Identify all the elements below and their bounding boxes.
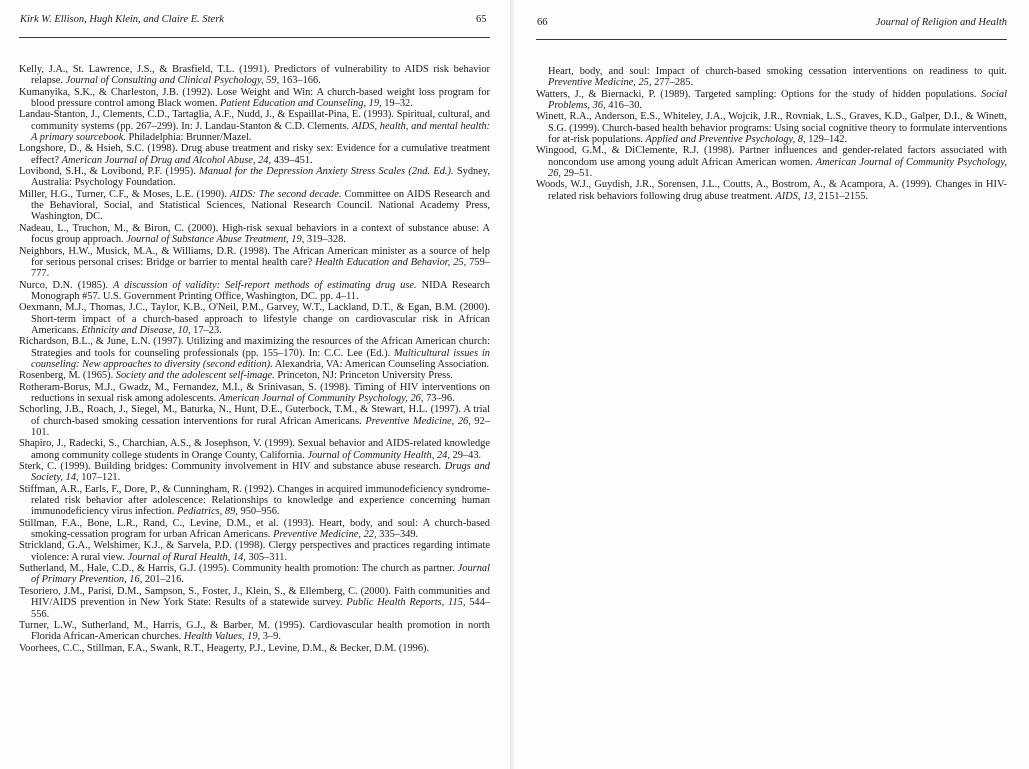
reference-journal: Pediatrics, 89,: [177, 506, 238, 518]
reference-entry: [19, 461, 490, 484]
reference-entry: [536, 111, 1007, 145]
reference-journal: American Journal of Community Psychology, 26,: [218, 392, 424, 404]
reference-pages: Alexandria, VA: American Counseling Association.: [272, 358, 490, 370]
reference-pages: 163–166.: [279, 75, 321, 87]
reference-entry: [19, 563, 490, 586]
reference-text: Turner, L.W., Sutherland, M., Harris, G.J., & Barber, M. (1995). Cardiovascular health promotion in north Florida African-American churches.: [19, 619, 490, 643]
reference-text: Sutherland, M., Hale, C.D., & Harris, G.J. (1995). Community health promotion: The church as partner.: [19, 563, 458, 575]
reference-text: Rotheram-Borus, M.J., Gwadz, M., Fernandez, M.I., & Srinivasan, S. (1998). Timing of HIV interventions on reductions in sexual risk among adolescents.: [19, 381, 490, 404]
reference-journal: Public Health Reports, 115,: [346, 597, 466, 609]
reference-text: Woods, W.J., Guydish, J.R., Sorensen, J.L., Coutts, A., Bostrom, A., & Acampora, A. (1999). Changes in HIV-related risk behaviors following drug abuse treatment.: [536, 179, 1007, 202]
reference-journal: AIDS, health, and mental health: A primary sourcebook.: [31, 120, 490, 144]
reference-journal: Patient Education and Counseling, 19,: [220, 98, 382, 110]
reference-text: Sterk, C. (1999). Building bridges: Community involvement in HIV and substance abuse research.: [19, 461, 445, 473]
reference-text: Winett, R.A., Anderson, E.S., Whiteley, J.A., Wojcik, J.R., Rovniak, L.S., Graves, K.D., Galper, D.I., & Winett, S.G. (1999). Church-based health behavior programs: Using social cognitive theory to formulate interventions for at-risk populations.: [536, 111, 1007, 146]
reference-text: Lovibond, S.H., & Lovibond, P.F. (1995).: [19, 166, 200, 178]
reference-entry: [19, 64, 490, 87]
reference-text: Kelly, J.A., St. Lawrence, J.S., & Brasfield, T.L. (1991). Predictors of vulnerability to AIDS risk behavior relapse.: [19, 64, 490, 87]
reference-journal: Preventive Medicine, 22,: [273, 529, 377, 541]
reference-text: Heart, body, and soul: Impact of church-based smoking cessation interventions on readiness to quit.: [548, 66, 1007, 77]
reference-pages: 439–451.: [271, 154, 313, 166]
reference-pages: 29–51.: [561, 168, 593, 180]
reference-pages: Sydney, Australia: Psychology Foundation.: [31, 166, 490, 189]
reference-entry: [19, 166, 490, 189]
reference-journal: Manual for the Depression Anxiety Stress Scales (2nd. Ed.).: [199, 166, 454, 178]
reference-journal: American Journal of Community Psychology, 26,: [548, 156, 1007, 180]
reference-journal: Health Values, 19,: [183, 631, 261, 643]
reference-journal: Ethnicity and Disease, 10,: [81, 324, 191, 336]
reference-text: Nadeau, L., Truchon, M., & Biron, C. (2000). High-risk sexual behaviors in a context of substance abuse: A focus group approach.: [19, 222, 490, 246]
reference-entry: [19, 586, 490, 620]
reference-pages: 277–285.: [651, 77, 694, 89]
right-page: [514, 0, 1029, 769]
reference-pages: 544–556.: [31, 597, 490, 620]
running-head-journal: Journal of Religion and Health: [875, 17, 1007, 28]
reference-entry: [19, 109, 490, 143]
running-head-authors: Kirk W. Ellison, Hugh Klein, and Claire E. Sterk: [20, 14, 224, 25]
reference-entry: [536, 179, 1007, 202]
reference-text: Longshore, D., & Hsieh, S.C. (1998). Drug abuse treatment and risky sex: Evidence for a cumulative treatment effect?: [19, 143, 490, 166]
reference-journal: Journal of Consulting and Clinical Psychology, 59,: [65, 75, 280, 87]
reference-text: Watters, J., & Biernacki, P. (1989). Targeted sampling: Options for the study of hidden populations.: [536, 88, 982, 100]
reference-list-right: [536, 66, 1007, 202]
reference-text: Neighbors, H.W., Musick, M.A., & Williams, D.R. (1998). The African American minister as a source of help for serious personal crises: Bridge or barrier to mental health care?: [19, 245, 490, 268]
reference-entry: [19, 620, 490, 643]
reference-continuation: [536, 66, 1007, 89]
reference-entry: [19, 302, 490, 336]
reference-journal: Preventive Medicine, 26,: [365, 415, 471, 427]
reference-pages: 759–777.: [31, 256, 490, 280]
reference-text: Miller, H.G., Turner, C.F., & Moses, L.E. (1990).: [19, 188, 230, 200]
reference-entry: [19, 143, 490, 166]
reference-pages: 3–9.: [260, 631, 281, 643]
reference-entry: [19, 246, 490, 280]
reference-entry: [19, 336, 490, 370]
reference-journal: AIDS: The second decade.: [229, 188, 342, 200]
reference-pages: 416–30.: [605, 100, 643, 112]
page-number-right: 66: [537, 17, 548, 28]
reference-entry: [19, 280, 490, 303]
reference-text: Rosenberg, M. (1965).: [19, 370, 116, 382]
reference-text: Stiffman, A.R., Earls, F., Dore, P., & Cunningham, R. (1992). Changes in acquired immunodeficiency syndrome-related risk behavior after adolescence: Relationships to knowledge and experience concerning human immunodeficiency virus infection.: [19, 483, 490, 518]
reference-text: Tesoriero, J.M., Parisi, D.M., Sampson, S., Foster, J., Klein, S., & Ellemberg, C. (2000). Faith communities and HIV/AIDS prevention in New York State: Results of a statewide survey.: [19, 585, 490, 609]
reference-journal: Society and the adolescent self-image.: [115, 370, 275, 382]
reference-text: Schorling, J.B., Roach, J., Siegel, M., Baturka, N., Hunt, D.E., Guterbock, T.M., & Stewart, H.L. (1997). A trial of church-based smoking cessation interventions for rural African Americans.: [19, 404, 490, 427]
reference-entry: [19, 382, 490, 405]
reference-entry: [19, 438, 490, 461]
reference-pages: NIDA Research Monograph #57. U.S. Government Printing Office, Washington, DC. pp. 4–11.: [31, 279, 491, 302]
reference-list-left: [19, 64, 490, 654]
reference-entry: [536, 145, 1007, 179]
reference-journal: Preventive Medicine, 25,: [548, 77, 652, 89]
reference-entry: [19, 189, 490, 223]
reference-pages: 335–349.: [376, 529, 419, 541]
reference-pages: 107–121.: [78, 472, 121, 484]
reference-text: Wingood, G.M., & DiClemente, R.J. (1998). Partner influences and gender-related factors associated with noncondom use among young adult African American women.: [536, 145, 1007, 168]
reference-pages: 201–216.: [142, 574, 184, 586]
reference-journal: Journal of Primary Prevention, 16,: [31, 563, 490, 586]
reference-pages: 73–96.: [423, 392, 455, 404]
reference-entry: [536, 89, 1007, 112]
reference-text: Shapiro, J., Radecki, S., Charchian, A.S., & Josephson, V. (1999). Sexual behavior and AIDS-related knowledge among community college students in Orange County, California.: [19, 438, 490, 461]
reference-journal: AIDS, 13,: [775, 190, 817, 202]
reference-entry: [19, 404, 490, 438]
reference-entry: [19, 484, 490, 518]
reference-entry: [19, 540, 490, 563]
reference-text: Stillman, F.A., Bone, L.R., Rand, C., Levine, D.M., et al. (1993). Heart, body, and soul: A church-based smoking-cessation program for urban African Americans.: [19, 517, 490, 541]
reference-text: Richardson, B.L., & June, L.N. (1997). Utilizing and maximizing the resources of the African American church: Strategies and tools for counseling professionals (pp. 155–170). In: C.C. Lee (Ed.).: [19, 336, 490, 359]
reference-journal: American Journal of Drug and Alcohol Abuse, 24,: [61, 154, 272, 166]
reference-pages: 950–956.: [237, 506, 280, 518]
reference-entry: [19, 518, 490, 541]
reference-journal: Journal of Rural Health, 14,: [127, 551, 246, 563]
reference-journal: Applied and Preventive Psychology, 8,: [645, 134, 806, 146]
reference-journal: Journal of Substance Abuse Treatment, 19,: [126, 234, 305, 246]
header-rule-right: [536, 39, 1007, 40]
reference-pages: 92–101.: [31, 415, 490, 438]
reference-journal: Multicultural issues in counseling: New approaches to diversity (second edition).: [31, 347, 490, 370]
reference-pages: Philadelphia: Brunner/Mazel.: [125, 132, 252, 144]
reference-pages: 129–142.: [805, 134, 848, 146]
reference-pages: 29–43.: [449, 449, 482, 461]
reference-entry: [19, 87, 490, 110]
reference-journal: A discussion of validity: Self-report methods of estimating drug use.: [112, 279, 417, 291]
reference-text: Landau-Stanton, J., Clements, C.D., Tartaglia, A.F., Nudd, J., & Espaillat-Pina, E. (1993). Spiritual, cultural, and community systems (pp. 267–299). In: J. Landau-Stanton & C.D. Clements.: [19, 109, 490, 132]
reference-text: Strickland, G.A., Welshimer, K.J., & Sarvela, P.D. (1998). Clergy perspectives and practices regarding intimate violence: A rural view.: [19, 540, 490, 563]
reference-journal: Drugs and Society, 14,: [31, 461, 490, 484]
page-number-left: 65: [476, 14, 487, 25]
header-rule-left: [19, 37, 490, 38]
reference-entry: [19, 643, 490, 654]
reference-text: Oexmann, M.J., Thomas, J.C., Taylor, K.B., O'Neil, P.M., Garvey, W.T., Lackland, D.T., & Egan, B.M. (2000). Short-term impact of a church-based approach to lifestyle change on cardiovascular risk in African Americans.: [19, 302, 490, 336]
reference-pages: 319–328.: [304, 234, 346, 246]
reference-journal: Social Problems, 36,: [548, 88, 1007, 112]
reference-entry: [19, 223, 490, 246]
left-page: [0, 0, 510, 769]
reference-entry: [19, 370, 490, 381]
reference-text: Nurco, D.N. (1985).: [19, 279, 113, 291]
reference-pages: 305–311.: [245, 551, 288, 563]
reference-text: Kumanyika, S.K., & Charleston, J.B. (1992). Lose Weight and Win: A church-based weight loss program for blood pressure control among Black women.: [19, 86, 490, 110]
reference-pages: Princeton, NJ: Princeton University Press.: [274, 370, 453, 382]
reference-pages: 17–23.: [190, 324, 222, 336]
reference-journal: Journal of Community Health, 24,: [307, 449, 450, 461]
reference-pages: 2151–2155.: [816, 190, 869, 202]
reference-pages: Committee on AIDS Research and the Behavioral, Social, and Statistical Sciences, National Research Council. National Academy Press, Washington, DC.: [31, 188, 490, 223]
reference-pages: 19–32.: [381, 98, 413, 110]
reference-text: Voorhees, C.C., Stillman, F.A., Swank, R.T., Heagerty, P.J., Levine, D.M., & Becker, D.M. (1996).: [19, 642, 430, 654]
reference-journal: Health Education and Behavior, 25,: [315, 256, 467, 268]
